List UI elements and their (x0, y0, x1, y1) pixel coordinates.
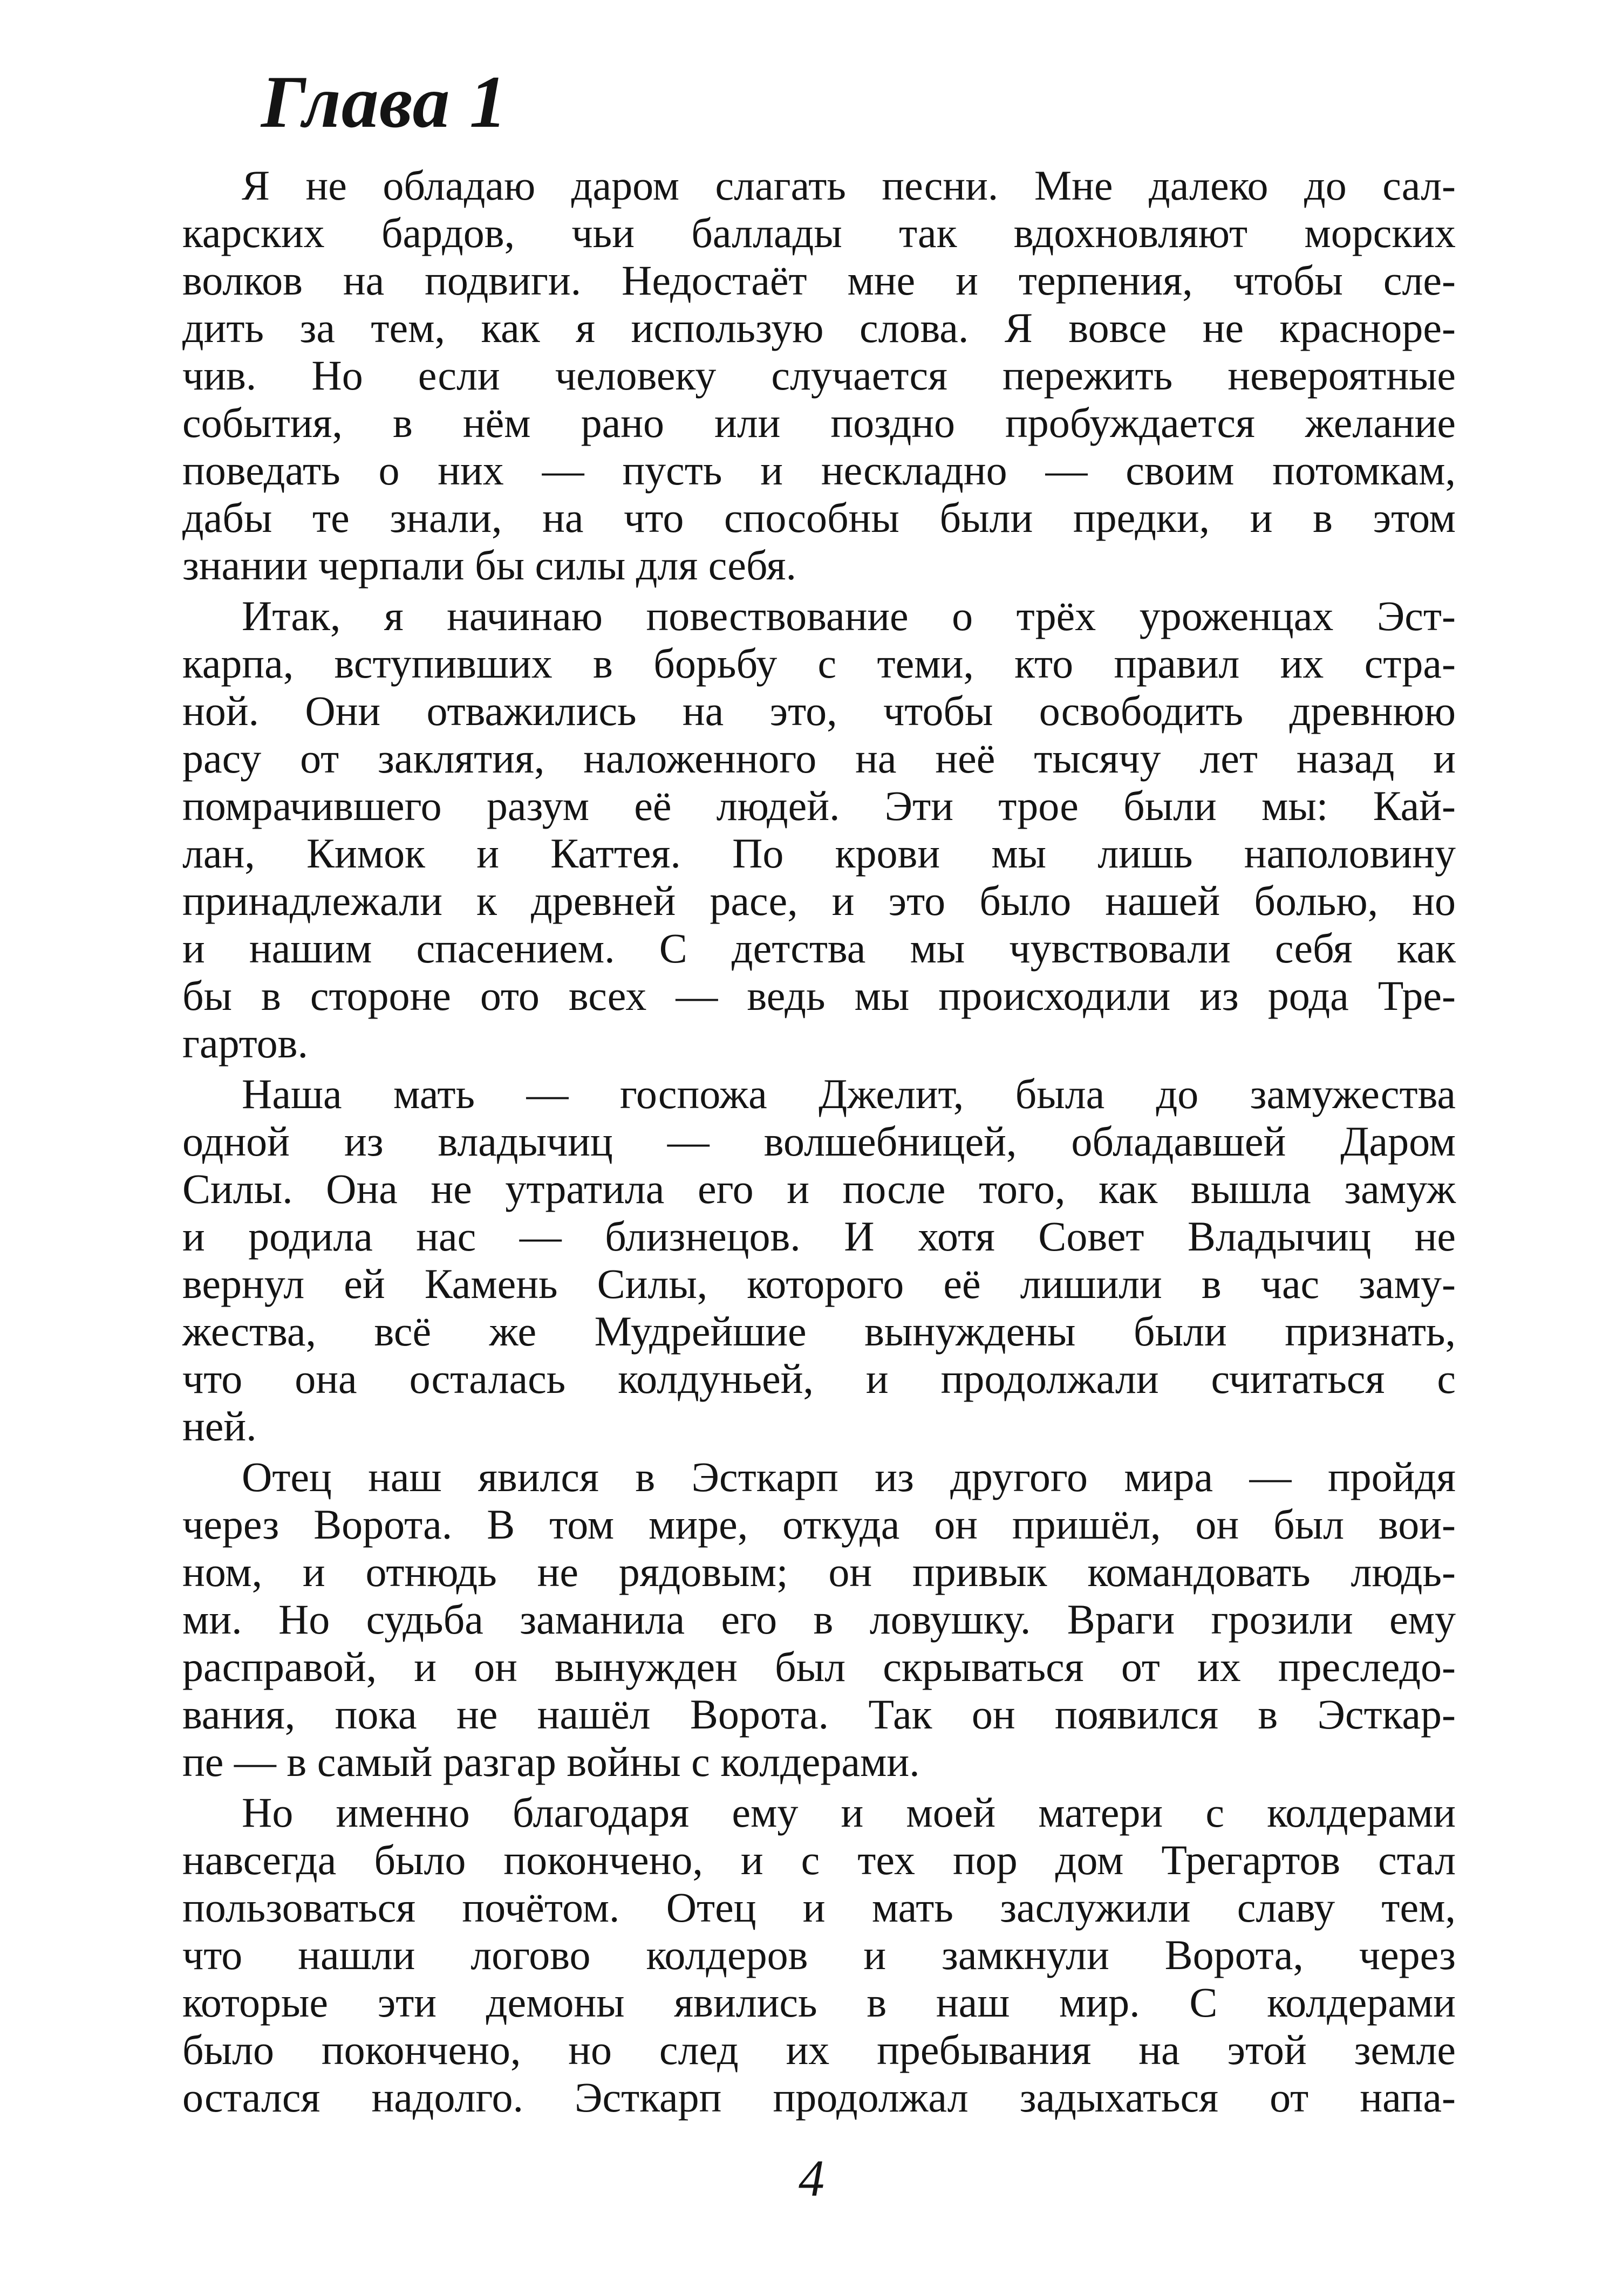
page-number: 4 (799, 2149, 824, 2207)
text-line: и родила нас — близнецов. И хотя Совет Владычиц не (182, 1213, 1456, 1260)
text-line: Итак, я начинаю повествование о трёх уроженцах Эст- (242, 592, 1456, 639)
text-line: помрачившего разум её людей. Эти трое были мы: Кай- (182, 782, 1456, 829)
text-line: пользоваться почётом. Отец и мать заслужили славу тем, (182, 1884, 1456, 1931)
text-line: события, в нём рано или поздно пробуждается желание (182, 399, 1456, 446)
text-line: что она осталась колдуньей, и продолжали считаться с (182, 1355, 1456, 1402)
paragraph (182, 162, 1456, 589)
text-line: карпа, вступивших в борьбу с теми, кто правил их стра- (182, 640, 1456, 687)
text-line: Силы. Она не утратила его и после того, как вышла замуж (182, 1165, 1456, 1212)
text-line: знании черпали бы силы для себя. (182, 542, 797, 589)
paragraph (182, 1453, 1456, 1786)
paragraph (182, 592, 1456, 1067)
text-line: навсегда было покончено, и с тех пор дом Трегартов стал (182, 1836, 1456, 1883)
paragraph (182, 1070, 1456, 1450)
chapter-body-text (182, 162, 1456, 2121)
text-line: Но именно благодаря ему и моей матери с колдерами (242, 1789, 1456, 1836)
text-line: ном, и отнюдь не рядовым; он привык командовать людь- (182, 1548, 1456, 1595)
paragraph (182, 1789, 1456, 2121)
text-line: чив. Но если человеку случается пережить невероятные (182, 352, 1456, 399)
text-line: лан, Кимок и Каттея. По крови мы лишь наполовину (182, 830, 1456, 877)
text-line: гартов. (182, 1020, 308, 1067)
text-line: через Ворота. В том мире, откуда он пришёл, он был вои- (182, 1501, 1456, 1548)
text-line: поведать о них — пусть и нескладно — своим потомкам, (182, 447, 1456, 494)
text-line: одной из владычиц — волшебницей, обладавшей Даром (182, 1118, 1456, 1165)
text-line: которые эти демоны явились в наш мир. С колдерами (182, 1979, 1456, 2026)
text-line: ми. Но судьба заманила его в ловушку. Враги грозили ему (182, 1596, 1456, 1643)
text-line: Наша мать — госпожа Джелит, была до замужества (242, 1070, 1456, 1117)
text-line: принадлежали к древней расе, и это было нашей болью, но (182, 877, 1456, 924)
text-line: карских бардов, чьи баллады так вдохновляют морских (182, 209, 1456, 256)
text-line: было покончено, но след их пребывания на этой земле (182, 2026, 1456, 2073)
text-line: жества, всё же Мудрейшие вынуждены были признать, (182, 1308, 1456, 1355)
text-line: ней. (182, 1403, 257, 1450)
text-line: Я не обладаю даром слагать песни. Мне далеко до сал- (242, 162, 1456, 209)
text-line: и нашим спасением. С детства мы чувствовали себя как (182, 925, 1456, 972)
text-line: бы в стороне ото всех — ведь мы происходили из рода Тре- (182, 972, 1456, 1019)
chapter-title: Глава 1 (261, 60, 508, 143)
text-line: что нашли логово колдеров и замкнули Ворота, через (182, 1931, 1456, 1978)
text-line: пе — в самый разгар войны с колдерами. (182, 1738, 920, 1785)
text-line: ной. Они отважились на это, чтобы освободить древнюю (182, 687, 1456, 734)
text-line: вернул ей Камень Силы, которого её лишили в час заму- (182, 1260, 1456, 1307)
text-line: вания, пока не нашёл Ворота. Так он появился в Эсткар- (182, 1691, 1456, 1738)
text-line: расправой, и он вынужден был скрываться от их преследо- (182, 1643, 1456, 1690)
text-line: дить за тем, как я использую слова. Я вовсе не красноре- (182, 304, 1456, 351)
text-line: волков на подвиги. Недостаёт мне и терпения, чтобы сле- (182, 257, 1456, 304)
text-line: Отец наш явился в Эсткарп из другого мира — пройдя (242, 1453, 1456, 1500)
text-line: дабы те знали, на что способны были предки, и в этом (182, 494, 1456, 541)
text-line: остался надолго. Эсткарп продолжал задыхаться от напа- (182, 2074, 1456, 2121)
text-line: расу от заклятия, наложенного на неё тысячу лет назад и (182, 735, 1456, 782)
